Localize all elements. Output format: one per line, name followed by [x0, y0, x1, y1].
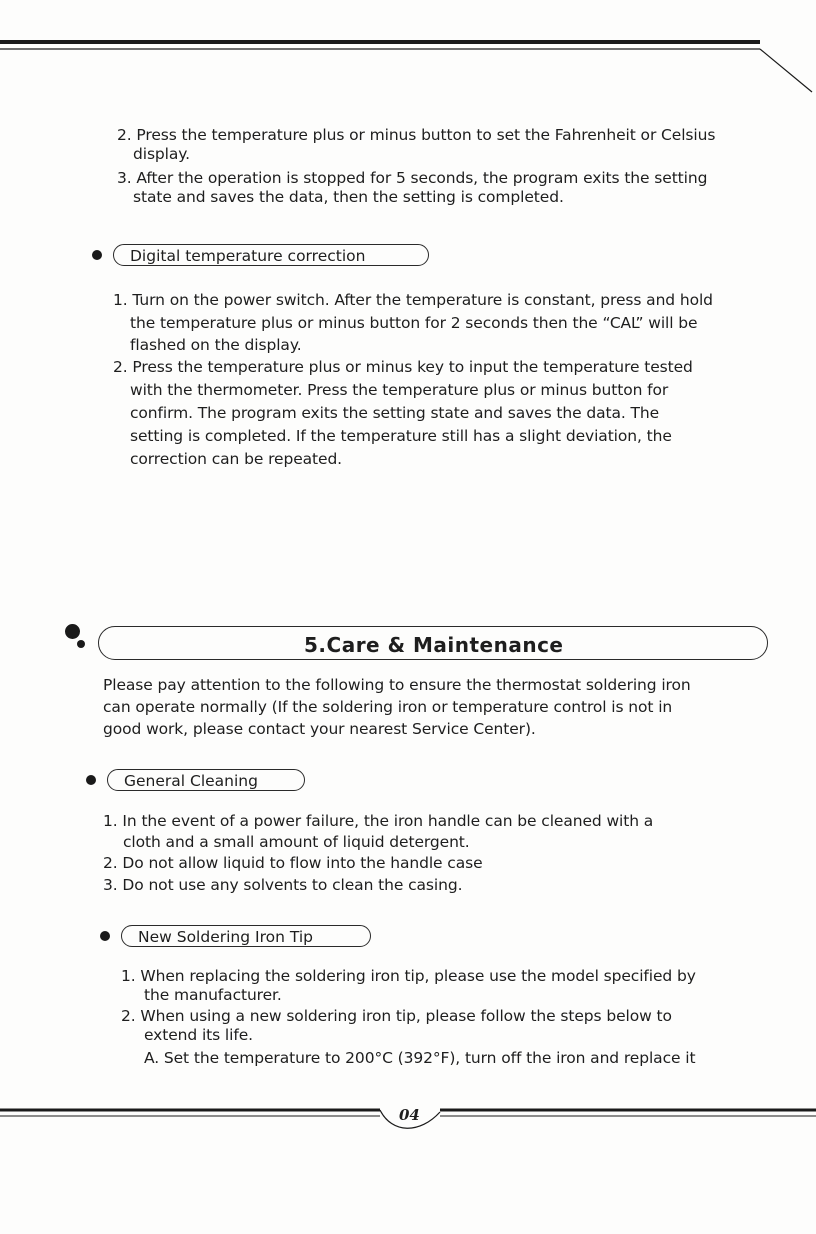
cleaning-item-2: 2. Do not allow liquid to flow into the handle case: [103, 854, 483, 872]
tip-item-1-line-1: 1. When replacing the soldering iron tip, please use the model specified by: [121, 967, 696, 985]
general-cleaning-bullet: [86, 775, 96, 785]
section-double-bullet: [65, 624, 87, 652]
top-item-3-line-1: 3. After the operation is stopped for 5 seconds, the program exits the setting: [117, 169, 708, 187]
care-intro-line-2: can operate normally (If the soldering iron or temperature control is not in: [103, 698, 673, 716]
tip-item-2-line-2: extend its life.: [144, 1026, 253, 1044]
general-cleaning-heading: General Cleaning: [107, 769, 305, 791]
correction-item-1-line-3: flashed on the display.: [130, 336, 302, 354]
cleaning-item-1-line-1: 1. In the event of a power failure, the iron handle can be cleaned with a: [103, 812, 654, 830]
correction-item-2-line-3: confirm. The program exits the setting state and saves the data. The: [130, 404, 660, 422]
correction-item-2-line-2: with the thermometer. Press the temperature plus or minus button for: [130, 381, 669, 399]
correction-item-1-line-2: the temperature plus or minus button for 2 seconds then the “CAL” will be: [130, 314, 698, 332]
top-rule: [0, 30, 816, 100]
correction-item-2-line-1: 2. Press the temperature plus or minus key to input the temperature tested: [113, 358, 693, 376]
care-intro-line-3: good work, please contact your nearest Service Center).: [103, 720, 536, 738]
tip-item-a: A. Set the temperature to 200°C (392°F), turn off the iron and replace it: [144, 1049, 696, 1067]
top-item-2-line-1: 2. Press the temperature plus or minus button to set the Fahrenheit or Celsius: [117, 126, 716, 144]
top-item-2-line-2: display.: [133, 145, 190, 163]
tip-item-1-line-2: the manufacturer.: [144, 986, 282, 1004]
digital-correction-heading: Digital temperature correction: [113, 244, 429, 266]
care-intro-line-1: Please pay attention to the following to ensure the thermostat soldering iron: [103, 676, 691, 694]
new-tip-bullet: [100, 931, 110, 941]
page-number: 04: [399, 1106, 420, 1124]
section-title: 5.Care & Maintenance: [304, 633, 564, 657]
new-tip-heading: New Soldering Iron Tip: [121, 925, 371, 947]
top-item-3-line-2: state and saves the data, then the setting is completed.: [133, 188, 564, 206]
cleaning-item-3: 3. Do not use any solvents to clean the casing.: [103, 876, 463, 894]
cleaning-item-1-line-2: cloth and a small amount of liquid detergent.: [123, 833, 470, 851]
correction-item-2-line-4: setting is completed. If the temperature still has a slight deviation, the: [130, 427, 672, 445]
correction-item-1-line-1: 1. Turn on the power switch. After the temperature is constant, press and hold: [113, 291, 713, 309]
tip-item-2-line-1: 2. When using a new soldering iron tip, please follow the steps below to: [121, 1007, 672, 1025]
section-bullet: [92, 250, 102, 260]
correction-item-2-line-5: correction can be repeated.: [130, 450, 343, 468]
